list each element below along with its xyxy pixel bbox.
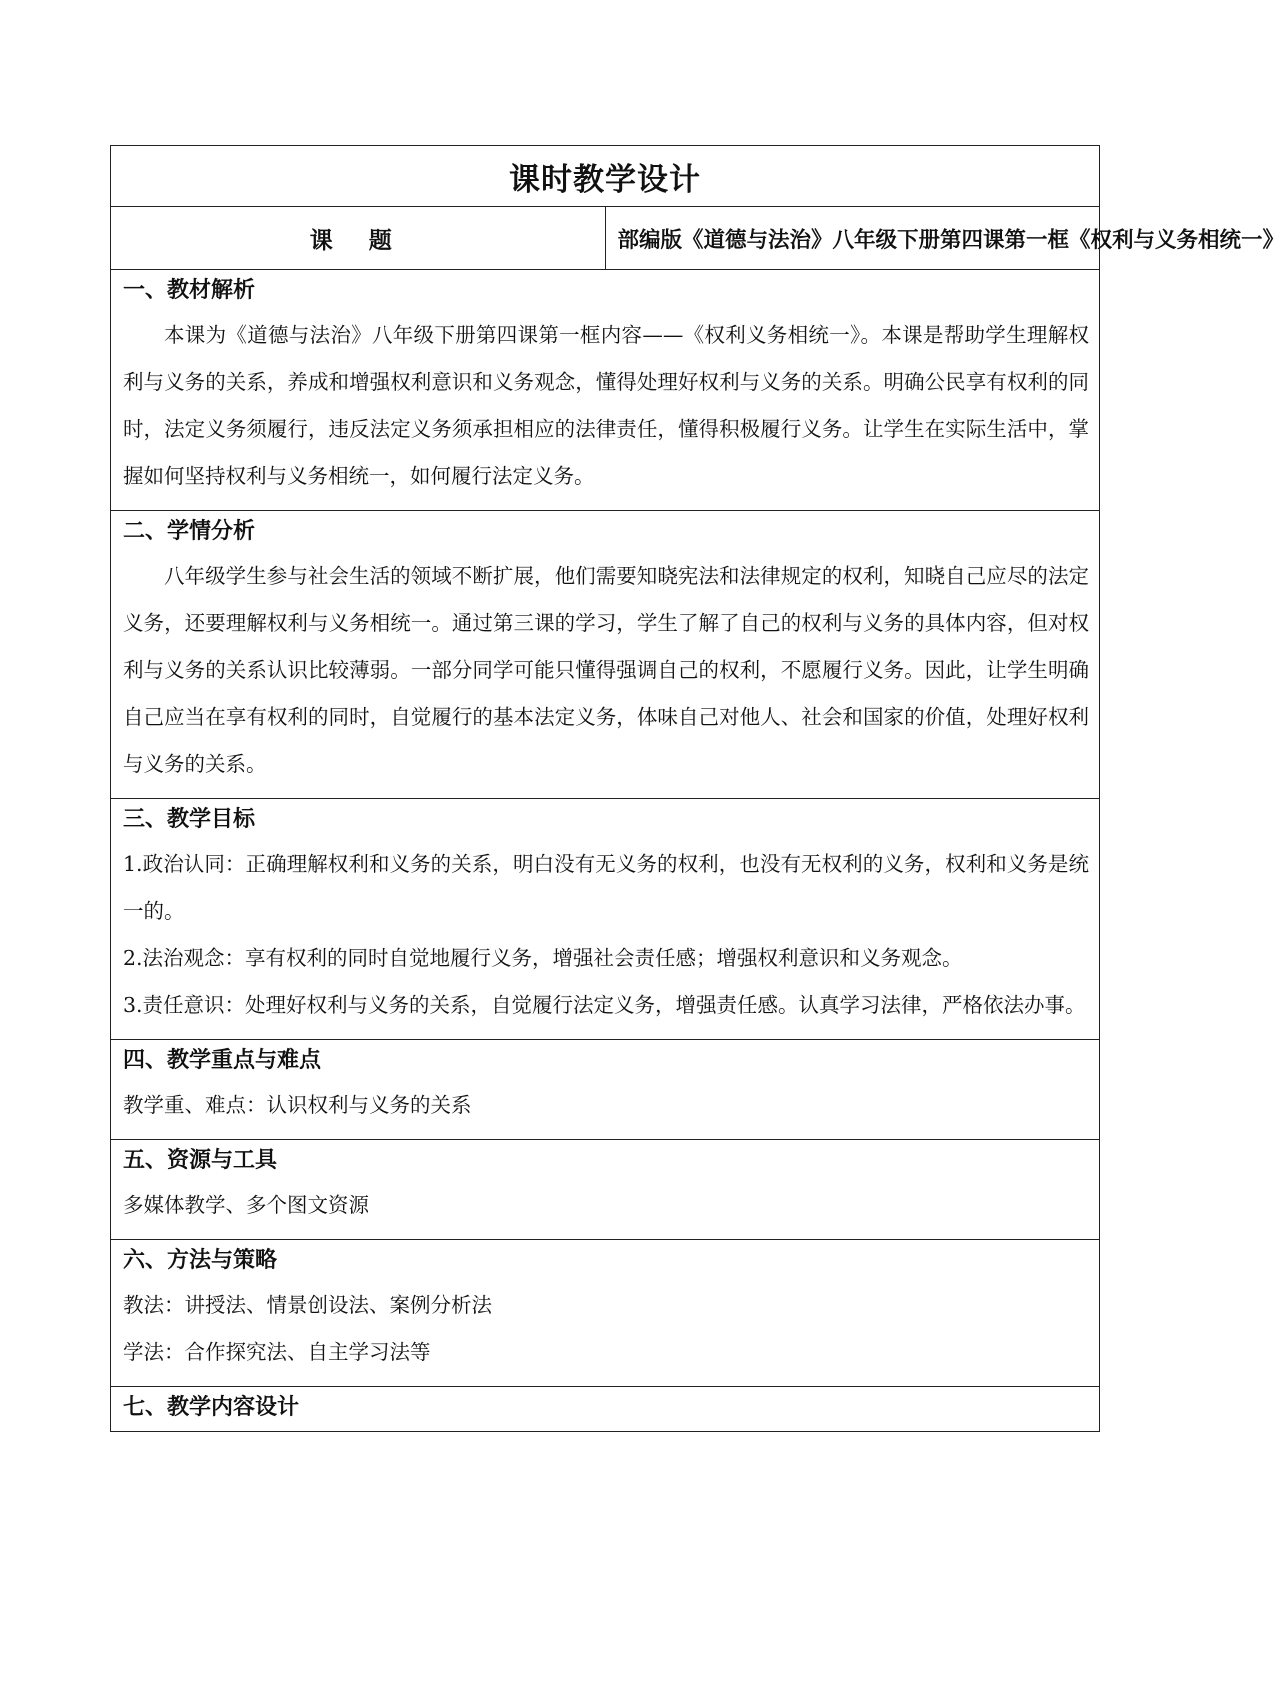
- section-heading: 二、学情分析: [123, 519, 256, 544]
- section-heading: 四、教学重点与难点: [123, 1048, 322, 1073]
- section-heading: 一、教材解析: [123, 278, 256, 303]
- section-teaching-goals: [111, 799, 1100, 1040]
- lesson-design-table: [110, 145, 1284, 1432]
- topic-label: 课 题: [111, 207, 606, 270]
- topic-value: 部编版《道德与法治》八年级下册第四课第一框《权利与义务相统一》: [605, 207, 1100, 270]
- section-paragraph: 多媒体教学、多个图文资源: [123, 1193, 369, 1217]
- document-title: 课时教学设计: [111, 146, 1100, 207]
- goal-item: 2.法治观念：享有权利的同时自觉地履行义务，增强社会责任感；增强权利意识和义务观念。: [123, 946, 963, 970]
- section-textbook-analysis: [111, 270, 1100, 511]
- section-heading: 五、资源与工具: [123, 1148, 278, 1173]
- section-heading: 六、方法与策略: [123, 1248, 278, 1273]
- goal-item: 3.责任意识：处理好权利与义务的关系，自觉履行法定义务，增强责任感。认真学习法律，严格依法办事。: [123, 993, 1086, 1017]
- section-methods: [111, 1240, 1100, 1387]
- section-key-points: [111, 1040, 1100, 1140]
- teaching-method: 教法：讲授法、情景创设法、案例分析法: [123, 1293, 492, 1317]
- section-paragraph: 八年级学生参与社会生活的领域不断扩展，他们需要知晓宪法和法律规定的权利，知晓自己应尽的法定义务，还要理解权利与义务相统一。通过第三课的学习，学生了解了自己的权利与义务的具体内容，但对权利与义务的关系认识比较薄弱。一部分同学可能只懂得强调自己的权利，不愿履行义务。因此，让学生明确自己应当在享有权利的同时，自觉履行的基本法定义务，体味自己对他人、社会和国家的价值，处理好权利与义务的关系。: [123, 564, 1089, 776]
- section-content-design: [111, 1387, 1100, 1432]
- goal-item: 1.政治认同：正确理解权利和义务的关系，明白没有无义务的权利，也没有无权利的义务，权利和义务是统一的。: [123, 852, 1089, 923]
- learning-method: 学法：合作探究法、自主学习法等: [123, 1340, 431, 1364]
- section-paragraph: 本课为《道德与法治》八年级下册第四课第一框内容——《权利义务相统一》。本课是帮助学生理解权利与义务的关系，养成和增强权利意识和义务观念，懂得处理好权利与义务的关系。明确公民享有权利的同时，法定义务须履行，违反法定义务须承担相应的法律责任，懂得积极履行义务。让学生在实际生活中，掌握如何坚持权利与义务相统一，如何履行法定义务。: [123, 323, 1089, 488]
- section-paragraph: 教学重、难点：认识权利与义务的关系: [123, 1093, 472, 1117]
- section-resources: [111, 1140, 1100, 1240]
- section-heading: 七、教学内容设计: [123, 1395, 300, 1420]
- section-heading: 三、教学目标: [123, 807, 256, 832]
- section-learner-analysis: [111, 511, 1100, 799]
